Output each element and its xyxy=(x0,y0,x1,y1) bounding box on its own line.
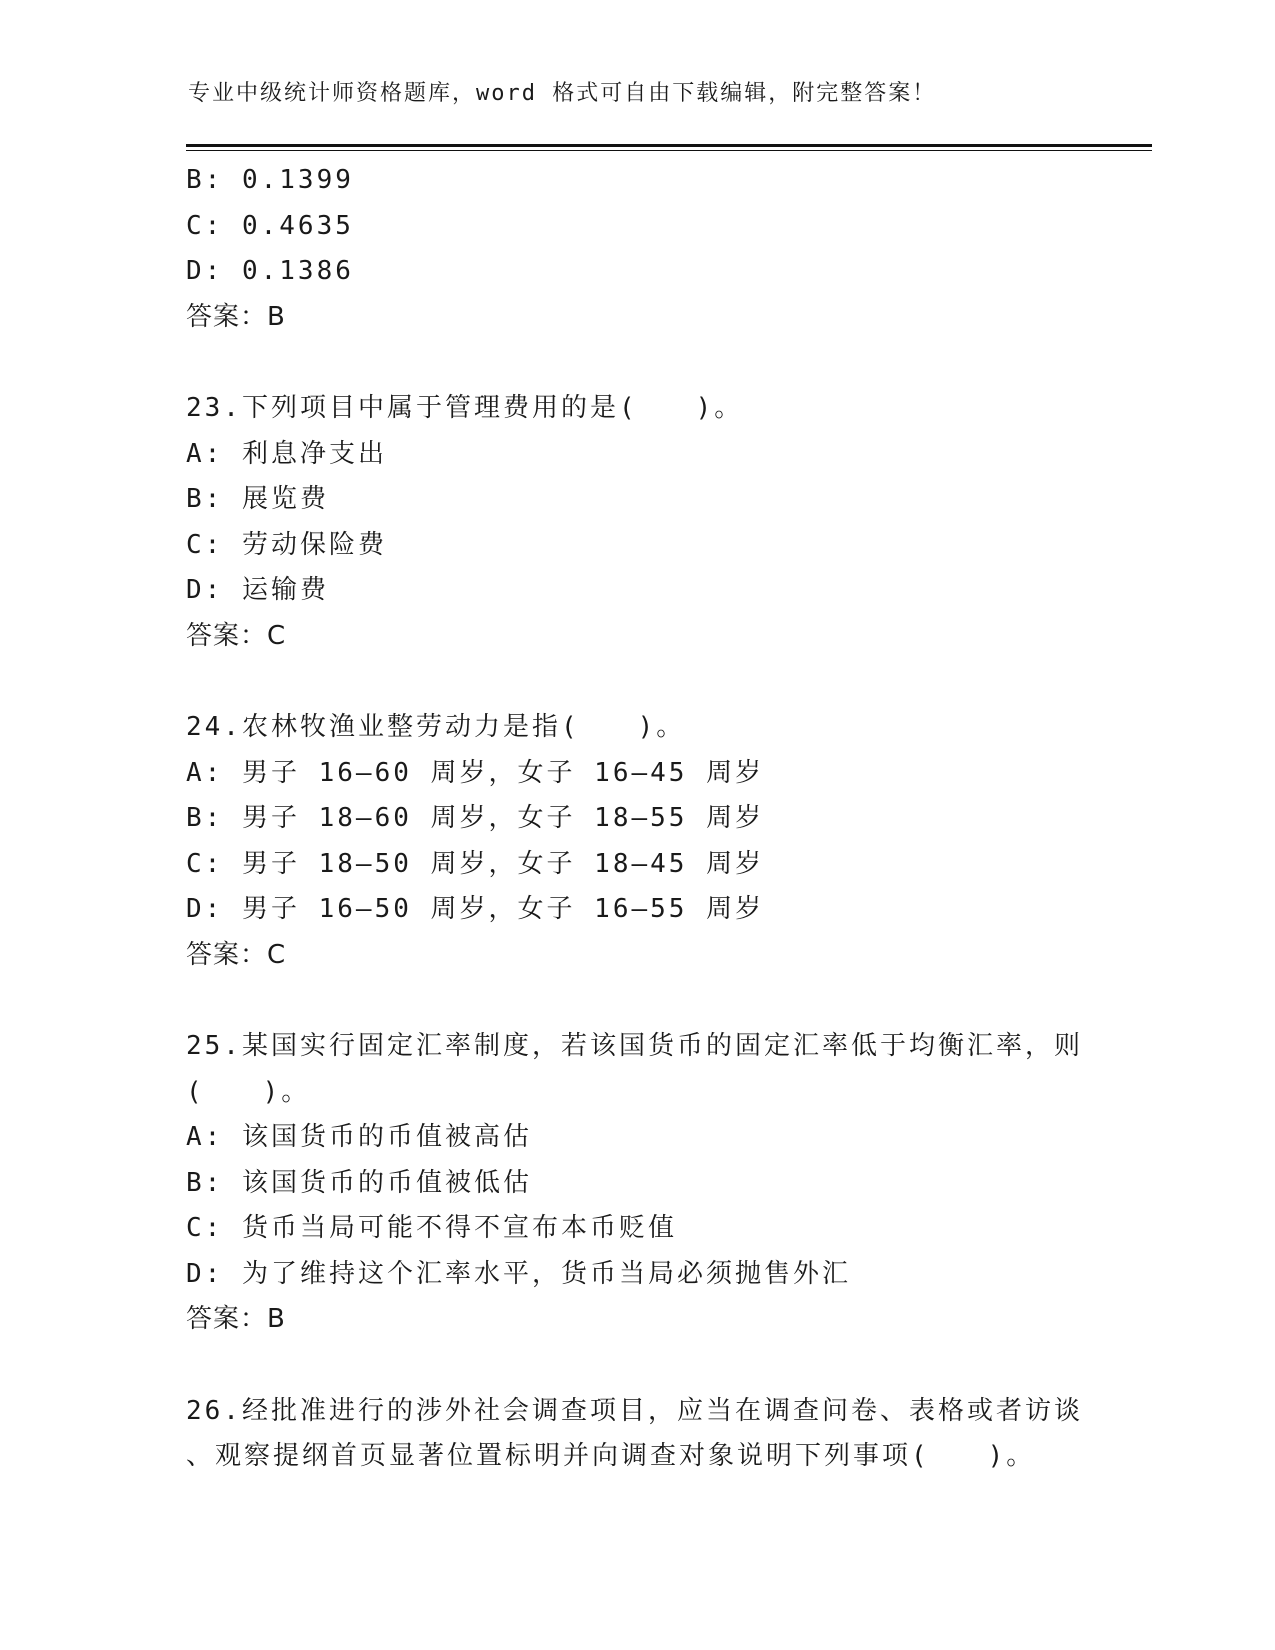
option-d: D: 运输费 xyxy=(186,575,329,605)
option-d: D: 0.1386 xyxy=(186,256,354,286)
spacer xyxy=(186,659,1086,705)
header-rule-thick xyxy=(186,144,1152,147)
spacer xyxy=(186,1343,1086,1389)
question-text-line-2: ( )。 xyxy=(186,1076,311,1107)
option-c: C: 男子 18—50 周岁，女子 18—45 周岁 xyxy=(186,848,765,879)
answer-line: 答案：B xyxy=(186,1304,286,1334)
header-rule-thin xyxy=(186,150,1152,151)
question-24 xyxy=(186,705,1086,978)
answer-line: 答案：C xyxy=(186,939,287,970)
answer-line: 答案：B xyxy=(186,301,286,332)
option-d: D: 男子 16—50 周岁，女子 16—55 周岁 xyxy=(186,894,765,924)
option-c: C: 劳动保险费 xyxy=(186,529,387,560)
option-b: B: 展览费 xyxy=(186,484,329,514)
page-header: 专业中级统计师资格题库，word 格式可自由下载编辑，附完整答案！ xyxy=(188,81,937,106)
spacer xyxy=(186,978,1086,1024)
question-25 xyxy=(186,1024,1086,1343)
spacer xyxy=(186,340,1086,386)
question-text-line-1: 26.经批准进行的涉外社会调查项目，应当在调查问卷、表格或者访谈 xyxy=(186,1395,1083,1426)
option-a: A: 利息净支出 xyxy=(186,438,387,469)
question-text-line-2: 、观察提纲首页显著位置标明并向调查对象说明下列事项( )。 xyxy=(186,1441,1036,1471)
option-a: A: 该国货币的币值被高估 xyxy=(186,1122,532,1152)
answer-line: 答案：C xyxy=(186,620,287,651)
question-content xyxy=(186,158,1086,1480)
question-text: 24.农林牧渔业整劳动力是指( )。 xyxy=(186,712,686,742)
question-23 xyxy=(186,386,1086,659)
option-c: C: 货币当局可能不得不宣布本币贬值 xyxy=(186,1213,677,1243)
option-c: C: 0.4635 xyxy=(186,210,354,241)
question-22-tail xyxy=(186,158,1086,340)
option-d: D: 为了维持这个汇率水平，货币当局必须抛售外汇 xyxy=(186,1258,851,1289)
question-26 xyxy=(186,1389,1086,1480)
option-b: B: 0.1399 xyxy=(186,165,354,195)
option-b: B: 男子 18—60 周岁，女子 18—55 周岁 xyxy=(186,803,765,833)
option-b: B: 该国货币的币值被低估 xyxy=(186,1167,532,1198)
option-a: A: 男子 16—60 周岁，女子 16—45 周岁 xyxy=(186,757,765,788)
question-text: 23.下列项目中属于管理费用的是( )。 xyxy=(186,393,744,423)
question-text-line-1: 25.某国实行固定汇率制度，若该国货币的固定汇率低于均衡汇率，则 xyxy=(186,1031,1083,1061)
